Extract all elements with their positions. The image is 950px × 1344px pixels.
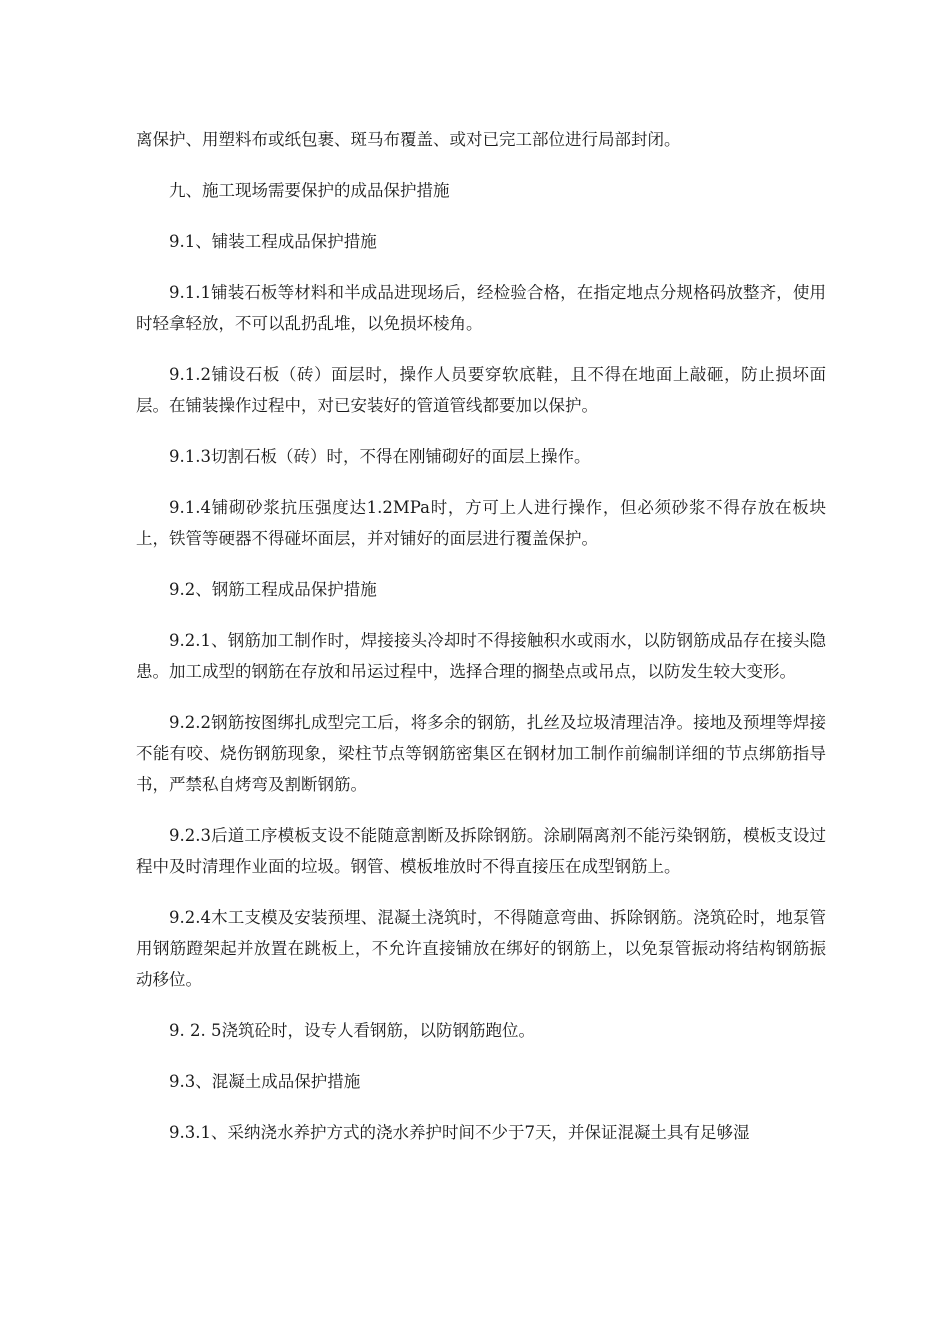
paragraph-9-3-1: 9.3.1、采纳浇水养护方式的浇水养护时间不少于7天，并保证混凝土具有足够湿 bbox=[169, 1123, 750, 1142]
paragraph-9-2-5: 9. 2. 5浇筑砼时，设专人看钢筋，以防钢筋跑位。 bbox=[169, 1021, 535, 1040]
paragraph-9-1-4: 9.1.4铺砌砂浆抗压强度达1.2MPa时，方可上人进行操作，但必须砂浆不得存放在板块上，铁管等硬器不得碰坏面层，并对铺好的面层进行覆盖保护。 bbox=[136, 498, 826, 548]
paragraph-9-2-1: 9.2.1、钢筋加工制作时，焊接接头冷却时不得接触积水或雨水，以防钢筋成品存在接头隐患。加工成型的钢筋在存放和吊运过程中，选择合理的搁垫点或吊点，以防发生较大变形。 bbox=[136, 631, 826, 681]
paragraph-9-2-4: 9.2.4木工支模及安装预埋、混凝土浇筑时，不得随意弯曲、拆除钢筋。浇筑砼时，地泵管用钢筋蹬架起并放置在跳板上，不允许直接铺放在绑好的钢筋上，以免泵管振动将结构钢筋振动移位。 bbox=[136, 908, 826, 989]
paragraph-continuation: 离保护、用塑料布或纸包裹、斑马布覆盖、或对已完工部位进行局部封闭。 bbox=[136, 130, 681, 149]
subsection-heading-9-3: 9.3、混凝土成品保护措施 bbox=[169, 1072, 361, 1091]
subsection-heading-9-2: 9.2、钢筋工程成品保护措施 bbox=[169, 580, 377, 599]
paragraph-9-1-3: 9.1.3切割石板（砖）时，不得在刚铺砌好的面层上操作。 bbox=[169, 447, 591, 466]
paragraph-9-1-2: 9.1.2铺设石板（砖）面层时，操作人员要穿软底鞋，且不得在地面上敲砸，防止损坏面层。在铺装操作过程中，对已安装好的管道管线都要加以保护。 bbox=[136, 365, 826, 415]
paragraph-9-2-3: 9.2.3后道工序模板支设不能随意割断及拆除钢筋。涂刷隔离剂不能污染钢筋，模板支设过程中及时清理作业面的垃圾。钢管、模板堆放时不得直接压在成型钢筋上。 bbox=[136, 826, 826, 876]
subsection-heading-9-1: 9.1、铺装工程成品保护措施 bbox=[169, 232, 377, 251]
section-heading-9: 九、施工现场需要保护的成品保护措施 bbox=[169, 181, 450, 200]
paragraph-9-1-1: 9.1.1铺装石板等材料和半成品进现场后，经检验合格，在指定地点分规格码放整齐，使用时轻拿轻放，不可以乱扔乱堆，以免损坏棱角。 bbox=[136, 283, 826, 333]
paragraph-9-2-2: 9.2.2钢筋按图绑扎成型完工后，将多余的钢筋，扎丝及垃圾清理洁净。接地及预埋等焊接不能有咬、烧伤钢筋现象，梁柱节点等钢筋密集区在钢材加工制作前编制详细的节点绑筋指导书，严禁私自烤弯及割断钢筋。 bbox=[136, 713, 826, 794]
document-body bbox=[136, 124, 826, 1168]
